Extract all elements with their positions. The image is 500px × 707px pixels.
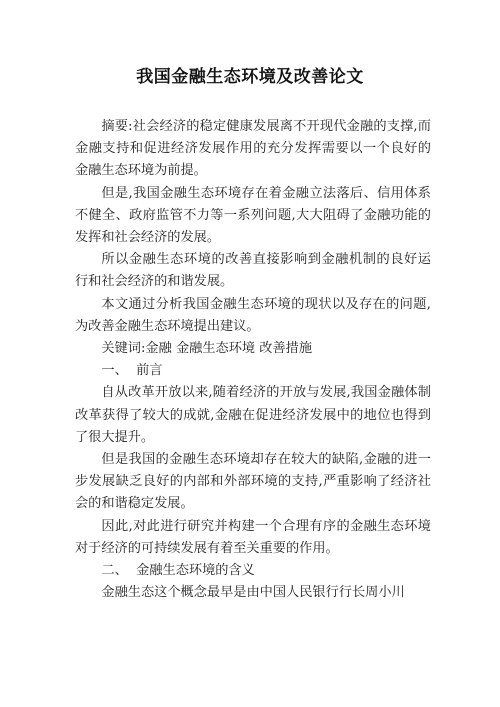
document-body — [75, 116, 431, 604]
problems-paragraph: 但是,我国金融生态环境存在着金融立法落后、信用体系不健全、政府监管不力等一系列问题,大大阻碍了金融功能的发挥和社会经济的发展。 — [75, 185, 431, 246]
impact-paragraph: 所以金融生态环境的改善直接影响到金融机制的良好运行和社会经济的和谐发展。 — [75, 252, 431, 290]
definition-paragraph: 金融生态这个概念最早是由中国人民银行行长周小川 — [101, 585, 405, 601]
purpose-paragraph: 本文通过分析我国金融生态环境的现状以及存在的问题,为改善金融生态环境提出建议。 — [75, 296, 431, 334]
abstract-paragraph: 摘要:社会经济的稳定健康发展离不开现代金融的支撑,而金融支持和促进经济发展作用的充分发挥需要以一个良好的金融生态环境为前提。 — [75, 119, 431, 179]
keywords-line: 关键词:金融 金融生态环境 改善措施 — [101, 341, 313, 357]
preface-paragraph-1: 自从改革开放以来,随着经济的开放与发展,我国金融体制改革获得了较大的成就,金融在促进经济发展中的地位也得到了很大提升。 — [75, 385, 431, 445]
document-title: 我国金融生态环境及改善论文 — [136, 67, 364, 87]
section-heading-preface: 一、 前言 — [101, 363, 163, 379]
preface-paragraph-2: 但是我国的金融生态环境却存在较大的缺陷,金融的进一步发展缺乏良好的内部和外部环境的支持,严重影响了经济社会的和谐稳定发展。 — [75, 452, 431, 512]
preface-paragraph-3: 因此,对此进行研究并构建一个合理有序的金融生态环境对于经济的可持续发展有着至关重要的作用。 — [75, 518, 431, 556]
section-heading-definition: 二、 金融生态环境的含义 — [101, 563, 255, 579]
